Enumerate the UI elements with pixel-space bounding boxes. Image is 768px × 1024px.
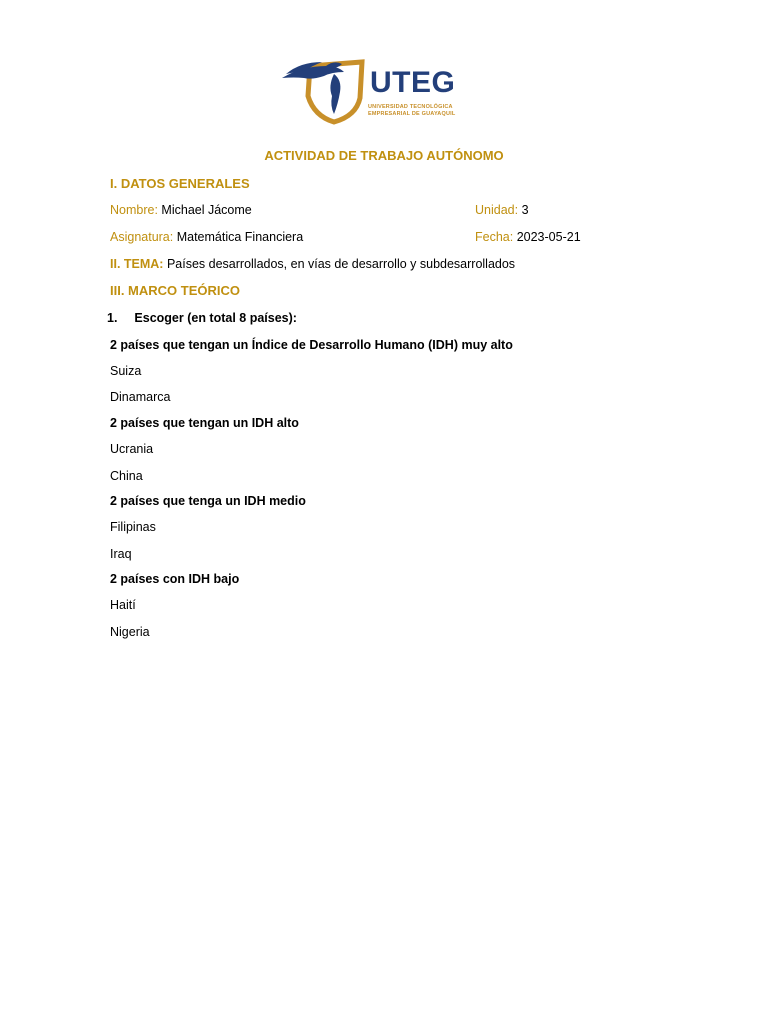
- group-heading-alto: 2 países que tengan un IDH alto: [110, 416, 299, 430]
- group-heading-bajo: 2 países con IDH bajo: [110, 572, 240, 586]
- unidad-row: [475, 202, 529, 218]
- country-item: China: [110, 469, 143, 483]
- logo-wordmark: UTEG: [370, 66, 456, 99]
- country-item: Nigeria: [110, 625, 150, 639]
- section-datos-generales-heading: I. DATOS GENERALES: [110, 176, 250, 191]
- fecha-row: [475, 229, 581, 245]
- numbered-item: [107, 310, 297, 326]
- group-heading-medio: 2 países que tenga un IDH medio: [110, 494, 306, 508]
- section-marco-teorico-heading: III. MARCO TEÓRICO: [110, 283, 240, 298]
- fecha-value: 2023-05-21: [516, 230, 581, 244]
- nombre-label: Nombre:: [110, 203, 158, 217]
- asignatura-value: Matemática Financiera: [176, 230, 304, 244]
- country-item: Suiza: [110, 364, 142, 378]
- nombre-row: [110, 202, 252, 218]
- country-item: Ucrania: [110, 442, 154, 456]
- item-text: Escoger (en total 8 países):: [134, 311, 297, 325]
- eagle-shield-icon: [282, 58, 368, 126]
- fecha-label: Fecha:: [475, 230, 514, 244]
- tema-row: [110, 256, 515, 272]
- asignatura-row: [110, 229, 303, 245]
- tema-value: Países desarrollados, en vías de desarrollo y subdesarrollados: [166, 257, 516, 271]
- document-title: ACTIVIDAD DE TRABAJO AUTÓNOMO: [264, 148, 504, 163]
- country-item: Haití: [110, 598, 136, 612]
- country-item: Iraq: [110, 547, 132, 561]
- unidad-value: 3: [521, 203, 529, 217]
- tema-label: II. TEMA:: [110, 257, 164, 271]
- logo-subtitle-line1: UNIVERSIDAD TECNOLÓGICA: [368, 104, 453, 110]
- unidad-label: Unidad:: [475, 203, 519, 217]
- logo-subtitle-line2: EMPRESARIAL DE GUAYAQUIL: [368, 111, 456, 117]
- university-logo: [282, 58, 472, 126]
- item-number: 1.: [107, 311, 118, 325]
- nombre-value: Michael Jácome: [161, 203, 252, 217]
- asignatura-label: Asignatura:: [110, 230, 174, 244]
- country-item: Dinamarca: [110, 390, 171, 404]
- group-heading-muy-alto: 2 países que tengan un Índice de Desarrollo Humano (IDH) muy alto: [110, 338, 513, 352]
- country-item: Filipinas: [110, 520, 156, 534]
